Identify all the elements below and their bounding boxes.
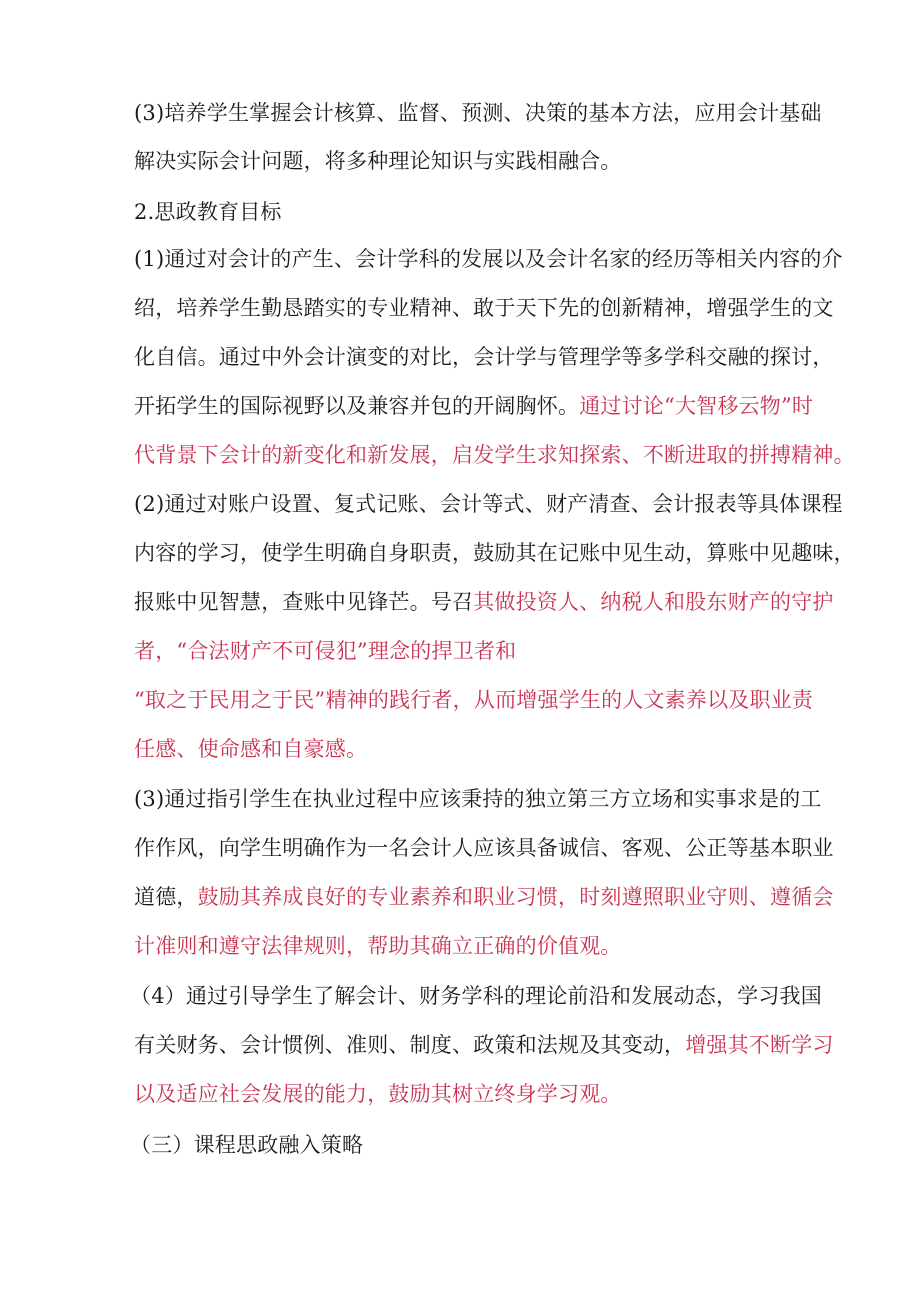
text-line xyxy=(130,976,822,1016)
body-text: 解决实际会计问题，将多种理论知识与实践相融合。 xyxy=(134,149,622,173)
text-line xyxy=(134,729,367,769)
text-line xyxy=(130,1125,363,1165)
body-text: (2)通过对账户设置、复式记账、会计等式、财产清查、会计报表等具体课程 xyxy=(134,492,843,516)
body-text: （三）课程思政融入策略 xyxy=(130,1133,364,1157)
text-line xyxy=(134,680,813,720)
text-line xyxy=(134,1074,622,1114)
text-line xyxy=(134,1025,834,1065)
highlighted-text: 计准则和遵守法律规则，帮助其确立正确的价值观。 xyxy=(134,934,622,958)
text-line xyxy=(134,877,834,917)
text-line xyxy=(134,631,516,671)
highlighted-text: 任感、使命感和自豪感。 xyxy=(134,737,368,761)
text-line xyxy=(134,386,813,426)
text-line xyxy=(134,828,834,868)
highlighted-text: 鼓励其养成良好的专业素养和职业习惯，时刻遵照职业守则、遵循会 xyxy=(197,885,834,909)
text-line xyxy=(134,779,822,819)
text-line xyxy=(134,141,622,181)
highlighted-text: 增强其不断学习 xyxy=(685,1033,834,1057)
text-line xyxy=(134,582,834,622)
highlighted-text: 者，“合法财产不可侵犯”理念的捍卫者和 xyxy=(134,639,517,663)
text-line xyxy=(134,484,843,524)
text-line xyxy=(134,288,834,328)
body-text: 化自信。通过中外会计演变的对比，会计学与管理学等多学科交融的探讨， xyxy=(134,345,834,369)
body-text: (1)通过对会计的产生、会计学科的发展以及会计名家的经历等相关内容的介 xyxy=(134,247,843,271)
body-text: 2.思政教育目标 xyxy=(134,200,282,224)
highlighted-text: 其做投资人、纳税人和股东财产的守护 xyxy=(473,590,834,614)
text-line xyxy=(134,239,843,279)
text-line xyxy=(134,435,855,475)
highlighted-text: “取之于民用之于民”精神的践行者，从而增强学生的人文素养以及职业责 xyxy=(134,688,814,712)
body-text: 开拓学生的国际视野以及兼容并包的开阔胸怀。 xyxy=(134,394,580,418)
text-line xyxy=(134,337,834,377)
highlighted-text: 代背景下会计的新变化和新发展，启发学生求知探索、不断进取的拼搏精神。 xyxy=(134,443,855,467)
body-text: 内容的学习，使学生明确自身职责，鼓励其在记账中见生动，算账中见趣味， xyxy=(134,541,855,565)
body-text: (3)通过指引学生在执业过程中应该秉持的独立第三方立场和实事求是的工 xyxy=(134,787,822,811)
text-line xyxy=(134,533,855,573)
text-line xyxy=(134,93,822,133)
body-text: 作作风，向学生明确作为一名会计人应该具备诚信、客观、公正等基本职业 xyxy=(134,836,834,860)
body-text: （4）通过引导学生了解会计、财务学科的理论前沿和发展动态，学习我国 xyxy=(130,984,822,1008)
body-text: 报账中见智慧，查账中见锋芒。号召 xyxy=(134,590,474,614)
highlighted-text: 以及适应社会发展的能力，鼓励其树立终身学习观。 xyxy=(134,1082,622,1106)
body-text: 道德， xyxy=(134,885,198,909)
body-text: 有关财务、会计惯例、准则、制度、政策和法规及其变动， xyxy=(134,1033,686,1057)
highlighted-text: 通过讨论“大智移云物”时 xyxy=(579,394,814,418)
text-line xyxy=(134,926,622,966)
body-text: 绍，培养学生勤恳踏实的专业精神、敢于天下先的创新精神，增强学生的文 xyxy=(134,296,834,320)
body-text: (3)培养学生掌握会计核算、监督、预测、决策的基本方法，应用会计基础 xyxy=(134,101,822,125)
text-line xyxy=(134,192,282,232)
